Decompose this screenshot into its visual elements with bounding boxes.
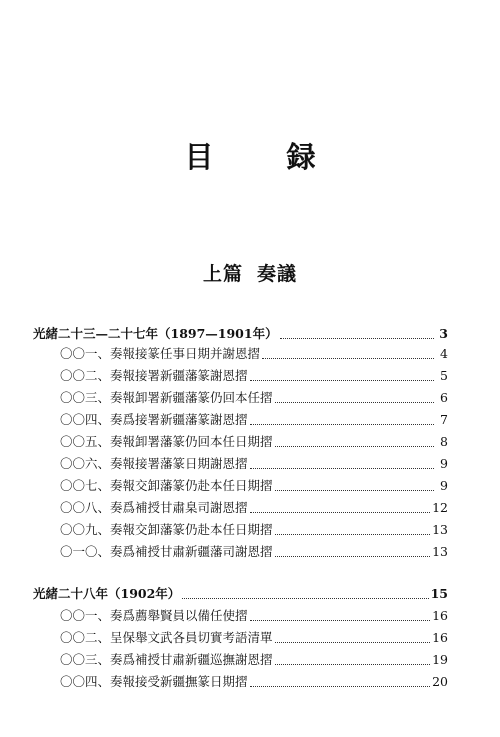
entry-page-number: 16 bbox=[432, 630, 448, 645]
entry-title: 〇〇八、奏爲補授甘肅臬司謝恩摺 bbox=[60, 500, 248, 515]
part-title-name: 奏議 bbox=[257, 263, 298, 285]
entry-page-number: 12 bbox=[432, 500, 448, 515]
entry-page-number: 16 bbox=[432, 608, 448, 623]
dot-leader bbox=[275, 446, 434, 447]
entry-title: 〇〇四、奏爲接署新疆藩篆謝恩摺 bbox=[60, 412, 248, 427]
toc-entry[interactable] bbox=[60, 630, 448, 646]
dot-leader bbox=[275, 556, 431, 557]
entry-title: 〇〇五、奏報卸署藩篆仍回本任日期摺 bbox=[60, 434, 273, 449]
part-title bbox=[0, 259, 500, 286]
part-title-volume: 上篇 bbox=[202, 263, 243, 285]
dot-leader bbox=[275, 402, 434, 403]
dot-leader bbox=[250, 512, 431, 513]
section-page-number: 15 bbox=[430, 586, 448, 601]
entry-title: 〇〇二、奏報接署新疆藩篆謝恩摺 bbox=[60, 368, 248, 383]
dot-leader bbox=[275, 642, 431, 643]
entry-page-number: 19 bbox=[432, 652, 448, 667]
toc-section-heading[interactable] bbox=[33, 326, 448, 342]
entry-page-number: 8 bbox=[440, 434, 448, 449]
toc-section-heading[interactable] bbox=[33, 586, 448, 602]
toc-title: 目 録 bbox=[184, 140, 338, 174]
toc-entry[interactable] bbox=[60, 522, 448, 538]
entry-page-number: 5 bbox=[440, 368, 448, 383]
toc-entry[interactable] bbox=[60, 500, 448, 516]
dot-leader bbox=[275, 534, 431, 535]
dot-leader bbox=[250, 424, 434, 425]
toc-entry[interactable] bbox=[60, 390, 448, 406]
entry-page-number: 13 bbox=[432, 522, 448, 537]
dot-leader bbox=[182, 598, 428, 599]
entry-title: 〇〇九、奏報交卸藩篆仍赴本任日期摺 bbox=[60, 522, 273, 537]
entry-title: 〇一〇、奏爲補授甘肅新疆藩司謝恩摺 bbox=[60, 544, 273, 559]
toc-entry[interactable] bbox=[60, 368, 448, 384]
toc-entry[interactable] bbox=[60, 478, 448, 494]
toc-entry[interactable] bbox=[60, 346, 448, 362]
dot-leader bbox=[280, 338, 434, 339]
dot-leader bbox=[250, 620, 431, 621]
toc-entry[interactable] bbox=[60, 456, 448, 472]
entry-page-number: 9 bbox=[440, 456, 448, 471]
entry-page-number: 20 bbox=[432, 674, 448, 689]
dot-leader bbox=[262, 358, 434, 359]
entry-title: 〇〇四、奏報接受新疆撫篆日期摺 bbox=[60, 674, 248, 689]
entry-page-number: 6 bbox=[440, 390, 448, 405]
section-heading-text: 光緒二十三—二十七年（1897—1901年） bbox=[33, 326, 278, 341]
section-page-number: 3 bbox=[439, 326, 448, 341]
dot-leader bbox=[250, 468, 434, 469]
dot-leader bbox=[250, 380, 434, 381]
toc-entry[interactable] bbox=[60, 412, 448, 428]
entry-title: 〇〇三、奏爲補授甘肅新疆巡撫謝恩摺 bbox=[60, 652, 273, 667]
entry-page-number: 7 bbox=[440, 412, 448, 427]
entry-page-number: 4 bbox=[440, 346, 448, 361]
entry-title: 〇〇二、呈保舉文武各員切實考語清單 bbox=[60, 630, 273, 645]
section-heading-text: 光緒二十八年（1902年） bbox=[33, 586, 181, 601]
toc-entry[interactable] bbox=[60, 434, 448, 450]
dot-leader bbox=[250, 686, 431, 687]
entry-page-number: 13 bbox=[432, 544, 448, 559]
dot-leader bbox=[275, 664, 431, 665]
entry-title: 〇〇一、奏報接篆任事日期并謝恩摺 bbox=[60, 346, 261, 361]
entry-title: 〇〇三、奏報卸署新疆藩篆仍回本任摺 bbox=[60, 390, 273, 405]
entry-page-number: 9 bbox=[440, 478, 448, 493]
entry-title: 〇〇一、奏爲薦舉賢員以備任使摺 bbox=[60, 608, 248, 623]
toc-entry[interactable] bbox=[60, 652, 448, 668]
toc-entry[interactable] bbox=[60, 544, 448, 560]
entry-title: 〇〇六、奏報接署藩篆日期謝恩摺 bbox=[60, 456, 248, 471]
entry-title: 〇〇七、奏報交卸藩篆仍赴本任日期摺 bbox=[60, 478, 273, 493]
dot-leader bbox=[275, 490, 434, 491]
toc-entry[interactable] bbox=[60, 608, 448, 624]
toc-entry[interactable] bbox=[60, 674, 448, 690]
